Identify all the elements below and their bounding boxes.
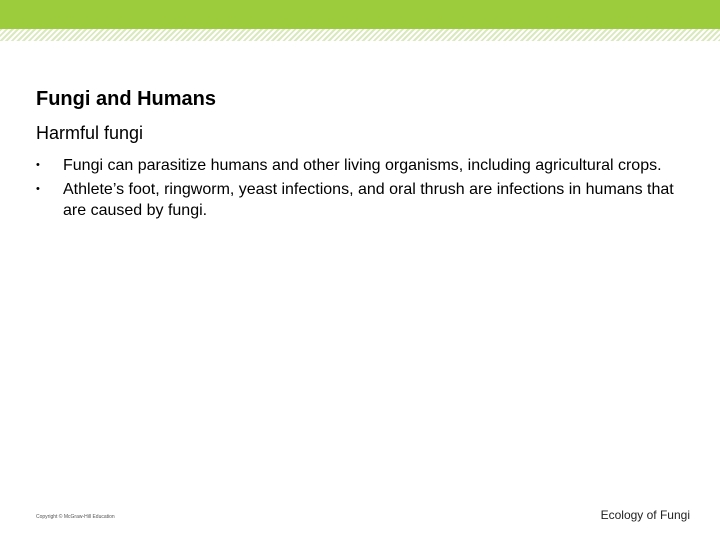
copyright-notice: Copyright © McGraw-Hill Education bbox=[36, 514, 115, 520]
bullet-text: Athlete’s foot, ringworm, yeast infections, and oral thrush are infections in humans that are caused by fungi. bbox=[63, 181, 674, 219]
footer-label: Ecology of Fungi bbox=[600, 508, 690, 522]
bullet-item bbox=[36, 155, 676, 176]
bullet-item bbox=[36, 179, 676, 221]
bullet-marker: • bbox=[36, 159, 40, 171]
slide-subtitle: Harmful fungi bbox=[36, 123, 144, 143]
slide-title: Fungi and Humans bbox=[36, 88, 216, 110]
bullet-list bbox=[36, 155, 676, 224]
bullet-text: Fungi can parasitize humans and other living organisms, including agricultural crops. bbox=[63, 157, 662, 174]
header-stripe bbox=[0, 29, 720, 41]
header-band bbox=[0, 0, 720, 29]
bullet-marker: • bbox=[36, 183, 40, 195]
